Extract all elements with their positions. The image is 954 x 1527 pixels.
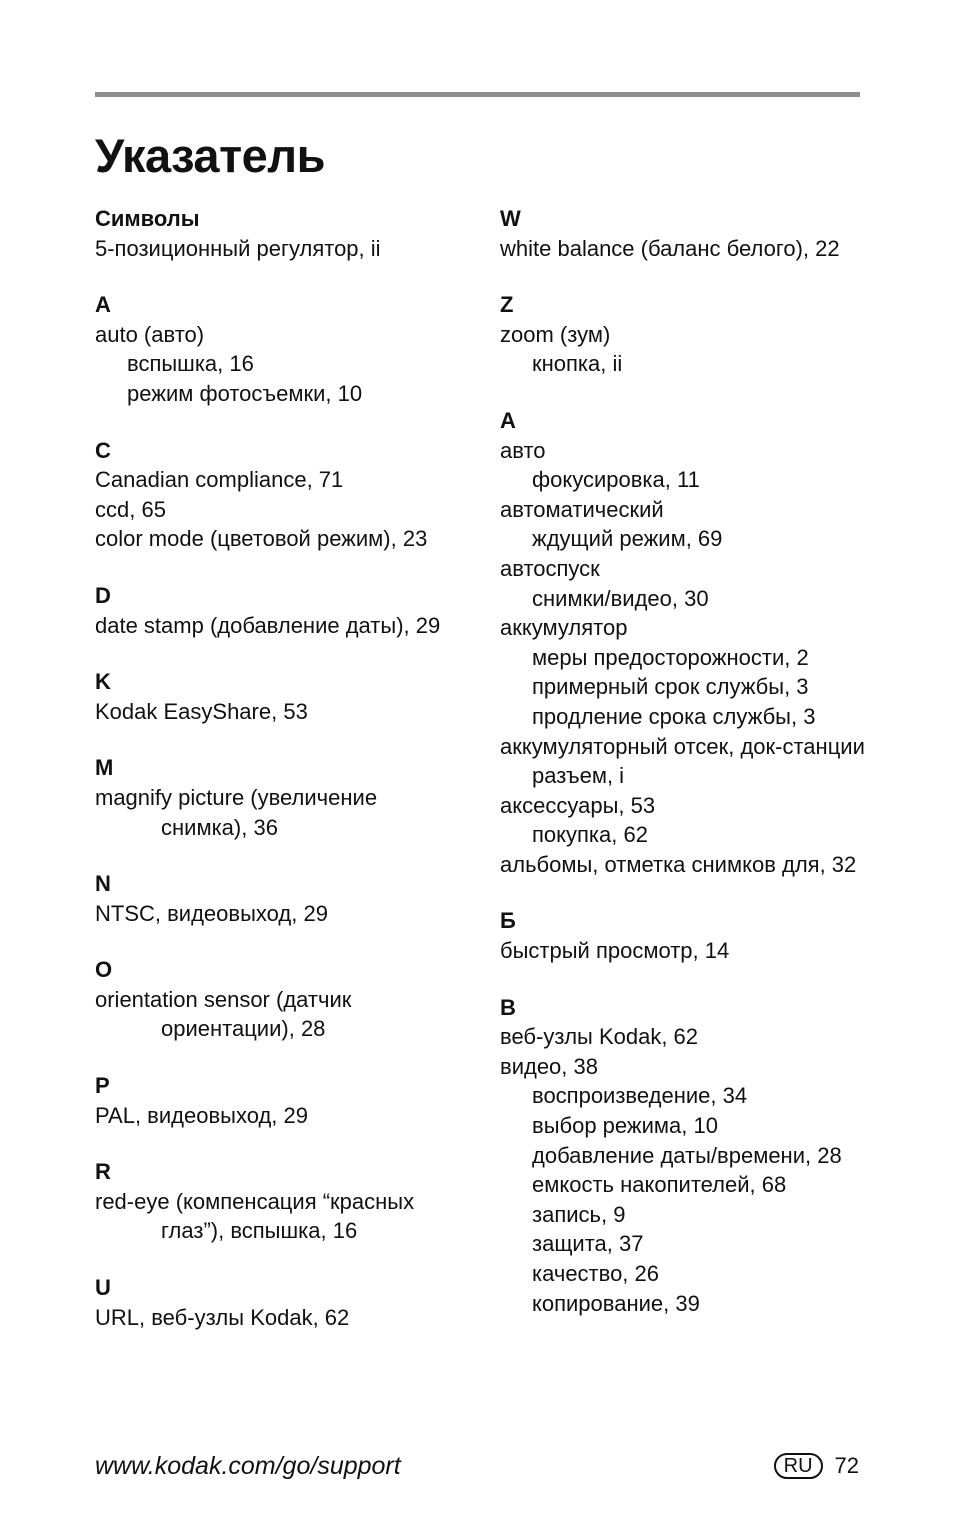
index-subentry: вспышка, 16 xyxy=(127,351,254,377)
support-url: www.kodak.com/go/support xyxy=(95,1452,401,1480)
section-heading: U xyxy=(95,1275,111,1301)
index-subentry: ждущий режим, 69 xyxy=(532,526,723,552)
index-section xyxy=(95,436,485,554)
section-heading: Б xyxy=(500,908,516,934)
index-section xyxy=(95,1273,485,1332)
index-section xyxy=(95,204,485,263)
section-heading: R xyxy=(95,1159,111,1185)
index-subentry: разъем, i xyxy=(532,763,625,789)
index-subentry: качество, 26 xyxy=(532,1261,660,1286)
index-subentry: воспроизведение, 34 xyxy=(532,1083,748,1109)
section-heading: C xyxy=(95,437,111,463)
index-entry: быстрый просмотр, 14 xyxy=(500,938,730,964)
index-subentry: выбор режима, 10 xyxy=(532,1113,718,1139)
section-heading: M xyxy=(95,755,114,781)
index-section xyxy=(500,993,860,1319)
index-entry: автоспуск xyxy=(500,555,600,581)
index-section xyxy=(500,290,860,379)
index-section xyxy=(500,204,860,263)
index-entry: URL, веб-узлы Kodak, 62 xyxy=(95,1304,350,1330)
index-entry: аккумулятор xyxy=(500,615,628,641)
index-entry: color mode (цветовой режим), 23 xyxy=(95,526,428,552)
index-subentry: защита, 37 xyxy=(532,1231,644,1257)
index-section xyxy=(500,906,860,965)
header-rule xyxy=(95,92,860,97)
index-section xyxy=(95,290,485,408)
section-heading: А xyxy=(500,407,516,433)
index-section xyxy=(500,406,865,880)
index-entry: PAL, видеовыход, 29 xyxy=(95,1102,308,1128)
index-subentry: режим фотосъемки, 10 xyxy=(127,380,363,406)
index-entry-continuation: глаз”), вспышка, 16 xyxy=(161,1218,358,1244)
page-number: 72 xyxy=(834,1453,859,1478)
index-subentry: добавление даты/времени, 28 xyxy=(532,1142,842,1168)
section-heading: Символы xyxy=(95,206,200,231)
index-section xyxy=(95,1071,485,1130)
index-subentry: меры предосторожности, 2 xyxy=(532,644,809,670)
index-section xyxy=(95,869,485,928)
index-entry-continuation: снимка), 36 xyxy=(161,814,278,840)
index-section xyxy=(95,753,485,842)
index-entry: red-eye (компенсация “красных xyxy=(95,1188,415,1214)
section-heading: W xyxy=(500,206,521,231)
section-heading: D xyxy=(95,582,111,608)
index-entry: ccd, 65 xyxy=(95,496,166,522)
index-subentry: продление срока службы, 3 xyxy=(532,703,816,729)
index-entry: zoom (зум) xyxy=(500,321,611,347)
index-subentry: покупка, 62 xyxy=(532,822,648,848)
section-heading: N xyxy=(95,871,111,897)
index-entry-continuation: ориентации), 28 xyxy=(161,1016,326,1042)
index-entry: Kodak EasyShare, 53 xyxy=(95,698,308,724)
index-entry: orientation sensor (датчик xyxy=(95,986,352,1012)
section-heading: Z xyxy=(500,292,514,318)
index-column-left xyxy=(95,204,485,1359)
index-entry: автоматический xyxy=(500,496,664,522)
page-footer-info xyxy=(774,1450,859,1482)
section-heading: O xyxy=(95,957,113,983)
index-section xyxy=(95,581,485,640)
index-entry: Canadian compliance, 71 xyxy=(95,467,344,493)
index-section xyxy=(95,667,485,726)
index-subentry: кнопка, ii xyxy=(532,351,623,377)
section-heading: A xyxy=(95,292,111,318)
index-entry: white balance (баланс белого), 22 xyxy=(500,235,840,261)
index-entry: аккумуляторный отсек, док-станции xyxy=(500,733,865,759)
index-column-right xyxy=(500,204,865,1345)
index-entry: magnify picture (увеличение xyxy=(95,784,378,810)
index-subentry: примерный срок службы, 3 xyxy=(532,674,809,700)
section-heading: K xyxy=(95,669,111,695)
index-subentry: фокусировка, 11 xyxy=(532,467,700,493)
index-entry: авто xyxy=(500,437,546,463)
index-subentry: копирование, 39 xyxy=(532,1290,700,1316)
index-subentry: запись, 9 xyxy=(532,1201,626,1227)
index-entry: веб-узлы Kodak, 62 xyxy=(500,1024,699,1050)
index-entry: date stamp (добавление даты), 29 xyxy=(95,612,441,638)
index-entry: auto (авто) xyxy=(95,321,205,347)
index-section xyxy=(95,955,485,1044)
index-subentry: снимки/видео, 30 xyxy=(532,585,709,611)
index-entry: NTSC, видеовыход, 29 xyxy=(95,900,328,926)
index-entry: альбомы, отметка снимков для, 32 xyxy=(500,851,857,877)
index-entry: аксессуары, 53 xyxy=(500,792,656,818)
section-heading: P xyxy=(95,1073,110,1099)
index-entry: 5-позиционный регулятор, ii xyxy=(95,235,381,261)
index-entry: видео, 38 xyxy=(500,1053,598,1079)
language-badge: RU xyxy=(774,1453,823,1479)
index-section xyxy=(95,1157,485,1246)
page-title: Указатель xyxy=(95,129,325,182)
section-heading: В xyxy=(500,994,516,1020)
index-subentry: емкость накопителей, 68 xyxy=(532,1172,787,1198)
